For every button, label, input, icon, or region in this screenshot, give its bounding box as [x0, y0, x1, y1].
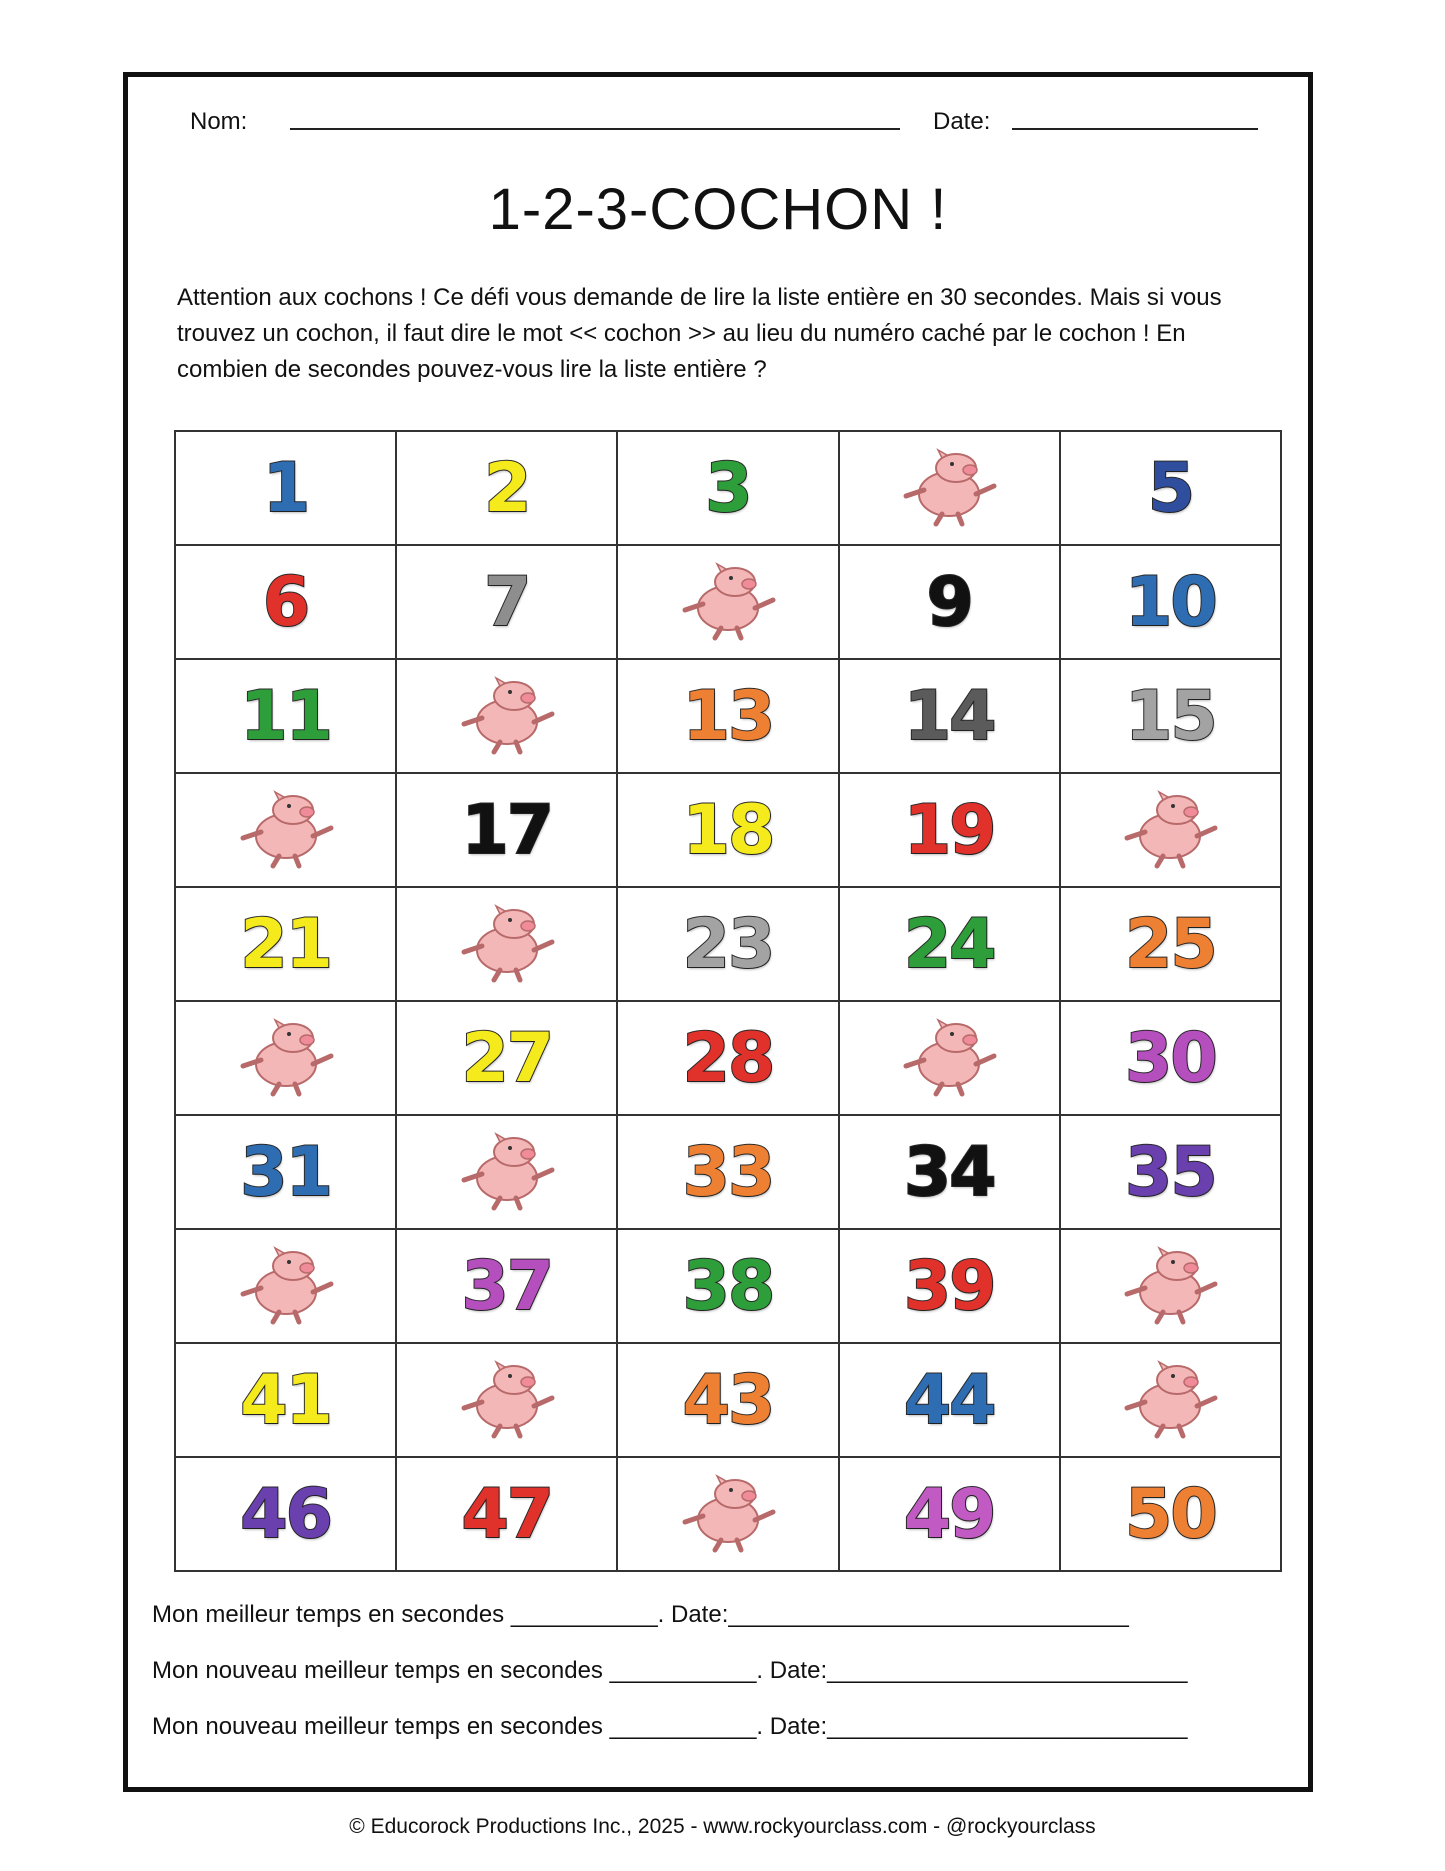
- grid-cell: [839, 1229, 1060, 1343]
- grid-cell: [1060, 1343, 1281, 1457]
- pig-icon: [673, 1470, 783, 1554]
- grid-cell: [175, 1115, 396, 1229]
- grid-number: 41: [240, 1360, 331, 1440]
- grid-number: 10: [1125, 562, 1216, 642]
- grid-number: 18: [682, 790, 774, 870]
- grid-number: 1: [262, 448, 309, 528]
- nom-label: Nom:: [190, 108, 248, 135]
- time-record-line: Mon meilleur temps en secondes ___________. Date:______________________________: [152, 1601, 1129, 1628]
- grid-body: [175, 431, 1281, 1571]
- grid-number: 5: [1147, 448, 1194, 528]
- pig-icon: [894, 1014, 1004, 1098]
- grid-cell: [396, 1343, 617, 1457]
- pig-icon: [452, 1128, 562, 1212]
- grid-row: [175, 659, 1281, 773]
- grid-number: 19: [903, 790, 995, 870]
- grid-number: 44: [903, 1360, 995, 1440]
- grid-cell: [396, 1457, 617, 1571]
- grid-number: 15: [1125, 676, 1216, 756]
- grid-cell: [175, 431, 396, 545]
- number-grid: [174, 430, 1282, 1572]
- grid-cell: [617, 1115, 838, 1229]
- pig-icon: [231, 786, 341, 870]
- grid-row: [175, 773, 1281, 887]
- pig-icon: [1115, 1242, 1225, 1326]
- grid-cell: [175, 1229, 396, 1343]
- grid-cell: [396, 659, 617, 773]
- grid-number: 27: [461, 1018, 553, 1098]
- header-row: [190, 108, 1260, 148]
- grid-number: 2: [484, 448, 530, 528]
- instructions: Attention aux cochons ! Ce défi vous demande de lire la liste entière en 30 secondes. Mais si vous trouvez un cochon, il faut dire le mot << cochon >> au lieu du numéro caché par le cochon ! En combien de secondes pouvez-vous lire la liste entière ?: [177, 284, 1222, 383]
- grid-row: [175, 1115, 1281, 1229]
- pig-icon: [231, 1014, 341, 1098]
- grid-number: 46: [240, 1474, 331, 1554]
- grid-cell: [617, 773, 838, 887]
- grid-cell: [1060, 887, 1281, 1001]
- grid-cell: [1060, 431, 1281, 545]
- grid-number: 50: [1125, 1474, 1216, 1554]
- grid-cell: [839, 545, 1060, 659]
- pig-icon: [452, 900, 562, 984]
- grid-cell: [175, 1343, 396, 1457]
- grid-number: 11: [240, 676, 331, 756]
- grid-number: 9: [926, 562, 972, 642]
- grid-number: 24: [903, 904, 995, 984]
- grid-cell: [839, 1457, 1060, 1571]
- grid-cell: [175, 1001, 396, 1115]
- grid-number: 30: [1125, 1018, 1216, 1098]
- page-title: 1-2-3-COCHON !: [488, 177, 948, 242]
- grid-cell: [1060, 659, 1281, 773]
- grid-cell: [1060, 1115, 1281, 1229]
- grid-cell: [175, 1457, 396, 1571]
- pig-icon: [231, 1242, 341, 1326]
- grid-cell: [396, 773, 617, 887]
- grid-number: 35: [1125, 1132, 1216, 1212]
- grid-number: 37: [461, 1246, 553, 1326]
- grid-number: 7: [484, 562, 530, 642]
- grid-cell: [396, 1229, 617, 1343]
- grid-row: [175, 1001, 1281, 1115]
- time-record-line: Mon nouveau meilleur temps en secondes ___________. Date:___________________________: [152, 1713, 1188, 1740]
- grid-number: 31: [240, 1132, 331, 1212]
- grid-number: 47: [461, 1474, 553, 1554]
- grid-cell: [396, 1001, 617, 1115]
- grid-cell: [617, 887, 838, 1001]
- grid-row: [175, 545, 1281, 659]
- grid-number: 6: [262, 562, 309, 642]
- pig-icon: [452, 672, 562, 756]
- pig-icon: [452, 1356, 562, 1440]
- grid-cell: [175, 659, 396, 773]
- grid-cell: [1060, 545, 1281, 659]
- date-line[interactable]: [1012, 128, 1258, 130]
- grid-cell: [839, 887, 1060, 1001]
- pig-icon: [1115, 786, 1225, 870]
- grid-cell: [1060, 1457, 1281, 1571]
- grid-number: 38: [682, 1246, 774, 1326]
- time-record-line: Mon nouveau meilleur temps en secondes ___________. Date:___________________________: [152, 1657, 1188, 1684]
- grid-number: 43: [682, 1360, 774, 1440]
- grid-cell: [617, 1343, 838, 1457]
- grid-cell: [1060, 773, 1281, 887]
- grid-cell: [839, 773, 1060, 887]
- grid-cell: [839, 1115, 1060, 1229]
- grid-row: [175, 431, 1281, 545]
- grid-cell: [175, 545, 396, 659]
- pig-icon: [673, 558, 783, 642]
- grid-cell: [839, 431, 1060, 545]
- grid-row: [175, 887, 1281, 1001]
- grid-cell: [617, 1229, 838, 1343]
- grid-number: 34: [903, 1132, 995, 1212]
- grid-number: 13: [682, 676, 774, 756]
- grid-cell: [396, 545, 617, 659]
- date-label: Date:: [933, 108, 991, 135]
- footer-copyright: © Educorock Productions Inc., 2025 - www.rockyourclass.com - @rockyourclass: [349, 1815, 1096, 1838]
- grid-row: [175, 1229, 1281, 1343]
- grid-cell: [175, 773, 396, 887]
- grid-cell: [839, 659, 1060, 773]
- grid-number: 3: [705, 448, 751, 528]
- grid-cell: [617, 1001, 838, 1115]
- pig-icon: [1115, 1356, 1225, 1440]
- grid-number: 14: [903, 676, 995, 756]
- time-records: [152, 1600, 1292, 1768]
- grid-cell: [617, 431, 838, 545]
- grid-cell: [175, 887, 396, 1001]
- grid-number: 28: [682, 1018, 774, 1098]
- grid-row: [175, 1457, 1281, 1571]
- grid-cell: [396, 887, 617, 1001]
- grid-cell: [617, 1457, 838, 1571]
- grid-number: 21: [240, 904, 331, 984]
- grid-number: 49: [903, 1474, 995, 1554]
- grid-cell: [396, 1115, 617, 1229]
- grid-cell: [617, 545, 838, 659]
- pig-icon: [894, 444, 1004, 528]
- grid-cell: [1060, 1001, 1281, 1115]
- grid-number: 39: [903, 1246, 995, 1326]
- grid-number: 33: [682, 1132, 774, 1212]
- grid-cell: [839, 1001, 1060, 1115]
- grid-row: [175, 1343, 1281, 1457]
- grid-cell: [1060, 1229, 1281, 1343]
- grid-cell: [617, 659, 838, 773]
- grid-cell: [396, 431, 617, 545]
- grid-number: 23: [682, 904, 774, 984]
- grid-number: 17: [461, 790, 553, 870]
- nom-line[interactable]: [290, 128, 900, 130]
- grid-cell: [839, 1343, 1060, 1457]
- grid-number: 25: [1125, 904, 1216, 984]
